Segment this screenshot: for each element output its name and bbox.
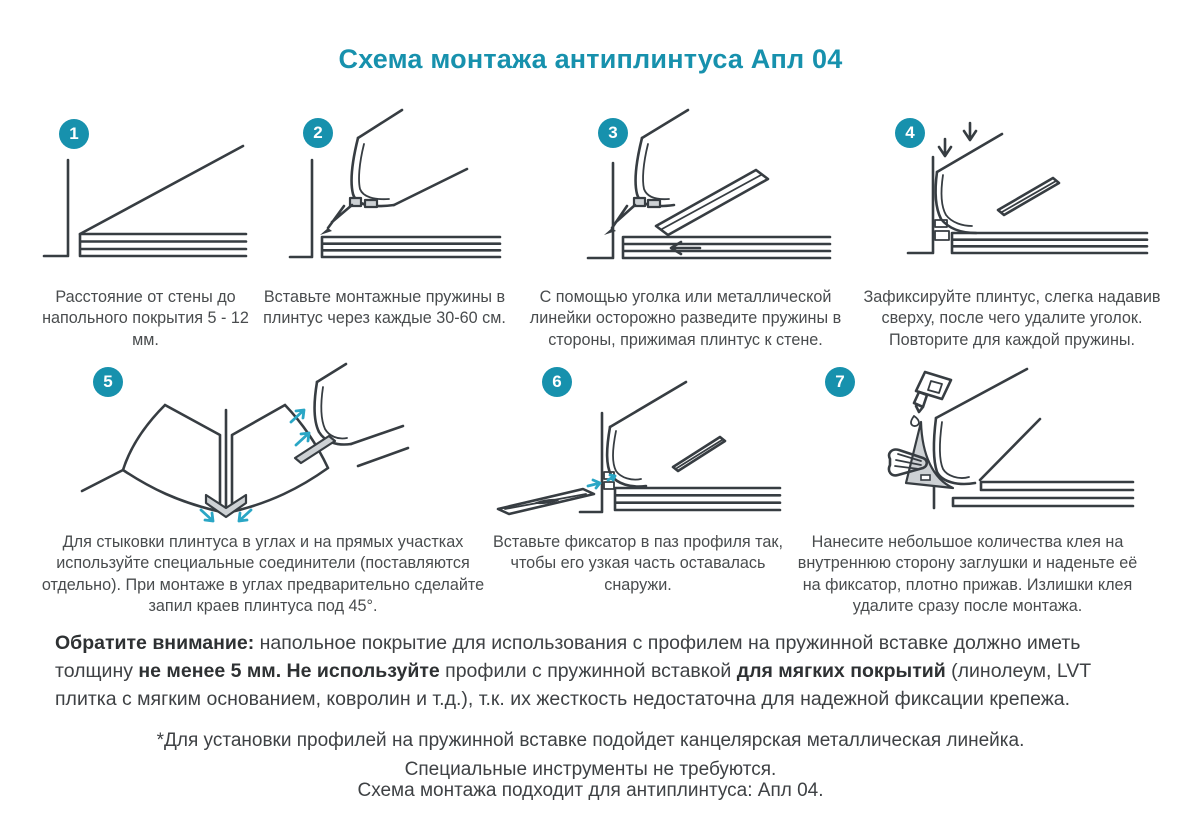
step-number: 7	[835, 372, 845, 391]
down-arrow	[939, 139, 951, 156]
floor-covering	[952, 233, 1147, 253]
attention-note-text: профили с пружинной вставкой	[439, 659, 737, 682]
step-1	[38, 108, 253, 351]
wall-top-edge	[936, 369, 1040, 480]
step-number: 5	[103, 372, 113, 391]
step-5	[38, 362, 488, 618]
step-2	[262, 108, 507, 330]
metal-ruler	[998, 178, 1059, 215]
attention-note-bold: Обратите внимание:	[55, 632, 255, 654]
arrow-down-left	[239, 510, 251, 521]
floor-covering	[953, 482, 1133, 506]
diagram-insert-fixator	[488, 362, 788, 530]
step-caption: Расстояние от стены до напольного покрытия 5 - 12 мм.	[42, 288, 249, 349]
step-number-badge	[895, 118, 925, 148]
attention-note-text: (линолеум, LVT плитка с мягким основанием, ковролин и т.д.), т.к. их жесткость недостаточна для надежной фиксации крепежа.	[55, 659, 1091, 710]
wall	[908, 157, 933, 253]
step-number: 6	[552, 372, 562, 391]
step-3	[528, 108, 843, 351]
arrow-right-small	[608, 475, 615, 480]
skirting-profile	[935, 172, 976, 240]
step-caption: Вставьте монтажные пружины в плинтус через каждые 30-60 см.	[263, 288, 506, 328]
metal-ruler	[673, 437, 725, 471]
wall	[588, 163, 613, 258]
floor-covering	[615, 488, 780, 510]
skirting-profile	[352, 138, 394, 206]
floor-covering	[623, 237, 830, 258]
fixator-wedge	[498, 489, 594, 514]
diagram-spread-springs	[528, 108, 843, 280]
compatibility-line: Схема монтажа подходит для антиплинтуса: Апл 04.	[357, 780, 824, 801]
mounting-spring	[320, 198, 377, 235]
step-6	[488, 362, 788, 596]
footnote-line: *Для установки профилей на пружинной вставке подойдет канцелярская металлическая линейка.	[156, 730, 1025, 751]
step-4	[862, 108, 1162, 351]
step-caption: Вставьте фиксатор в паз профиля так, чтобы его узкая часть оставалась снаружи.	[493, 533, 783, 594]
footnote-line: Специальные инструменты не требуются.	[404, 758, 777, 780]
step-caption: Зафиксируйте плинтус, слегка надавив сверху, после чего удалите уголок. Повторите для каждой пружины.	[863, 288, 1161, 349]
step-caption: Нанесите небольшое количества клея на внутреннюю сторону заглушки и наденьте её на фиксатор, плотно прижав. Излишки клея удалите сразу после монтажа.	[797, 533, 1138, 616]
step-number-badge	[825, 367, 855, 397]
arrow-down-right	[201, 510, 213, 521]
left-profile-wing	[82, 405, 221, 512]
step-number: 4	[905, 123, 915, 142]
glue-drop	[911, 416, 919, 426]
skirting-profile	[636, 138, 674, 206]
step-number-badge	[542, 367, 572, 397]
skirting-profile	[934, 418, 975, 508]
attention-note-text: напольное покрытие для использования с профилем на пружинной вставке должно иметь толщину	[55, 632, 1081, 682]
step-number: 3	[608, 123, 618, 142]
step-7	[795, 362, 1140, 618]
glue-bottle	[914, 372, 951, 412]
step-number-badge	[59, 119, 89, 149]
wall-top-edge	[642, 110, 688, 138]
wall-top-edge	[358, 110, 467, 205]
floor-covering	[322, 237, 500, 257]
step-caption: С помощью уголка или металлической линейки осторожно разведите пружины в стороны, прижимая плинтус к стене.	[529, 288, 842, 349]
wall	[290, 160, 312, 257]
down-arrow	[964, 123, 976, 140]
step-caption: Для стыковки плинтуса в углах и на прямых участках используйте специальные соединители (поставляются отдельно). При монтаже в углах предварительно сделайте запил краев плинтуса под 45°.	[41, 533, 485, 616]
attention-note	[55, 630, 1135, 714]
footnote	[0, 727, 1181, 784]
attention-note-bold: не менее 5 мм. Не используйте	[138, 659, 440, 682]
step-number: 1	[69, 124, 79, 143]
arrow-up-right	[296, 433, 309, 445]
attention-note-bold: для мягких покрытий	[736, 659, 946, 682]
step-number-badge	[598, 118, 628, 148]
straight-profile-piece	[315, 364, 408, 466]
step-number: 2	[313, 123, 323, 142]
wall	[44, 160, 68, 256]
wall-top-edge	[610, 382, 686, 427]
page-title: Схема монтажа антиплинтуса Апл 04	[338, 44, 843, 74]
metal-ruler	[656, 170, 768, 235]
step-number-badge	[303, 118, 333, 148]
diagram-insert-springs	[262, 108, 507, 280]
step-number-badge	[93, 367, 123, 397]
floor-covering	[80, 234, 246, 256]
arrow-right	[588, 480, 600, 488]
wall-top-edge	[80, 146, 243, 234]
